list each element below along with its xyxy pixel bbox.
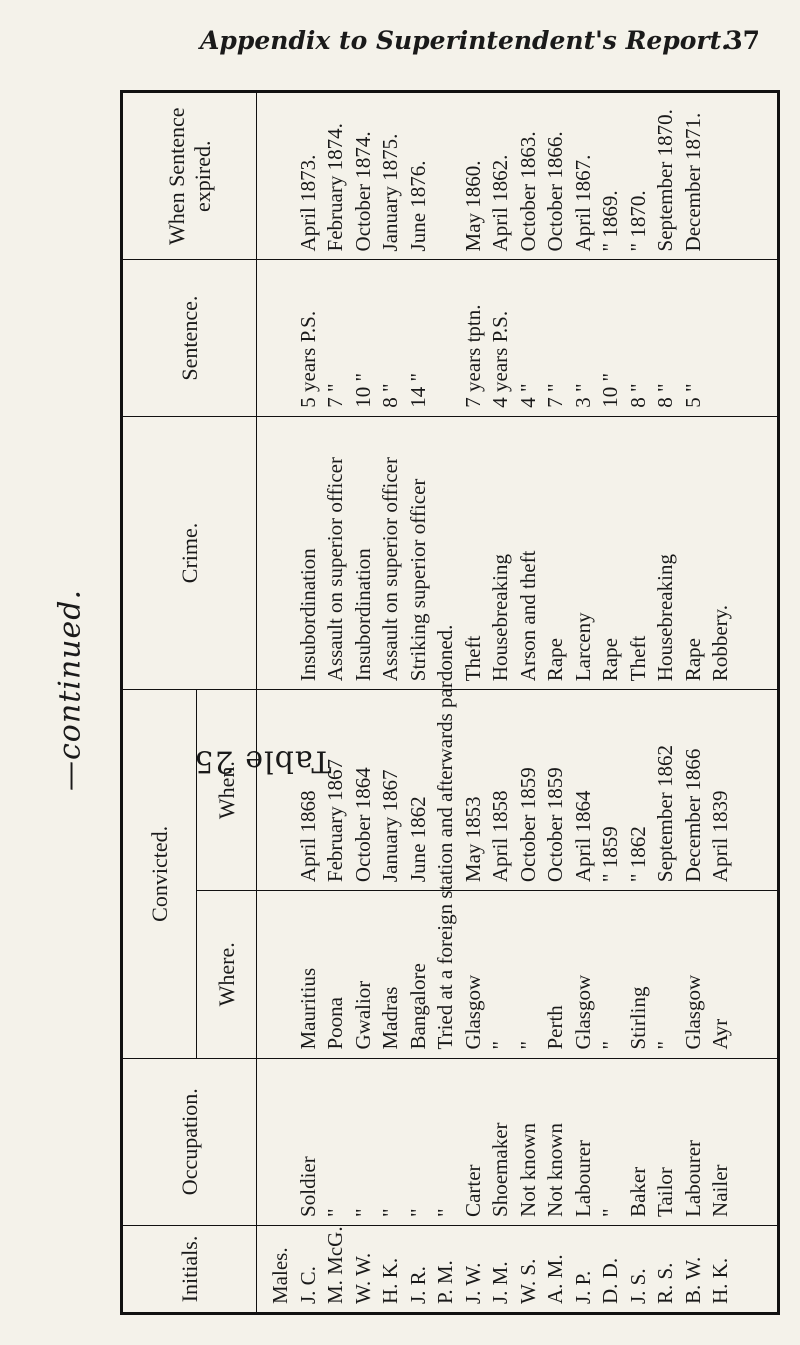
- when-cell: April 1868: [295, 790, 320, 883]
- where-cell: Mauritius: [295, 967, 320, 1050]
- occupation-cell: Carter: [460, 1164, 485, 1217]
- crime-cell: Assault on superior officer: [323, 457, 347, 682]
- occupation-cell: ": [598, 1208, 622, 1217]
- caption-main: Table 25: [193, 743, 332, 779]
- column-expired: [257, 93, 778, 260]
- expired-cell: May 1860.: [460, 160, 485, 252]
- crime-cell: Arson and theft: [515, 550, 540, 682]
- header-when: When.: [197, 690, 257, 891]
- initials-cell: B. W.: [680, 1256, 705, 1304]
- initials-cell: J. P.: [570, 1270, 595, 1304]
- initials-cell: J. W.: [460, 1262, 485, 1304]
- initials-cell: J. S.: [625, 1268, 650, 1304]
- when-cell: June 1862: [405, 796, 430, 883]
- initials-cell: R. S.: [653, 1262, 677, 1304]
- when-cell: [432, 698, 460, 882]
- sentence-cell: 7 ": [323, 383, 347, 408]
- crime-cell: Striking superior officer: [405, 478, 430, 682]
- expired-cell: [432, 101, 460, 251]
- sentence-cell: 4 ": [515, 383, 540, 408]
- sentence-cell: [267, 268, 295, 407]
- occupation-cell: ": [433, 1208, 457, 1217]
- expired-cell: April 1862.: [488, 154, 512, 252]
- column-sentence: [257, 260, 778, 416]
- initials-cell: D. D.: [598, 1257, 622, 1304]
- initials-cell: P. M.: [433, 1260, 457, 1304]
- expired-cell: April 1873.: [295, 154, 320, 252]
- expired-cell: " 1869.: [598, 190, 622, 252]
- sentence-cell: 5 ": [680, 383, 705, 408]
- crime-cell: Assault on superior officer: [378, 457, 402, 682]
- occupation-cell: Shoemaker: [488, 1122, 512, 1217]
- occupation-cell: ": [405, 1208, 430, 1217]
- crime-cell: Rape: [543, 638, 567, 682]
- sentence-cell: 10 ": [598, 372, 622, 408]
- caption-continued: —continued.: [52, 589, 88, 791]
- where-cell: Glasgow: [570, 974, 595, 1050]
- crime-cell: Insubordination: [295, 548, 320, 682]
- initials-cell: H. K.: [378, 1257, 402, 1304]
- sentence-cell: 7 ": [543, 383, 567, 408]
- initials-cell: H. K.: [708, 1257, 732, 1304]
- header-sentence: Sentence.: [123, 260, 257, 416]
- sentence-cell: 3 ": [570, 383, 595, 408]
- running-title: Appendix to Superintendent's Report.: [200, 26, 730, 55]
- crime-cell: Robbery.: [708, 604, 732, 682]
- occupation-cell: Soldier: [295, 1156, 320, 1217]
- when-cell: May 1853: [460, 796, 485, 883]
- initials-cell: A. M.: [543, 1254, 567, 1304]
- where-cell: Ayr: [708, 1018, 732, 1050]
- occupation-cell: Labourer: [680, 1139, 705, 1217]
- expired-cell: October 1863.: [515, 131, 540, 252]
- records-table: [120, 90, 780, 1315]
- occupation-cell: ": [323, 1208, 347, 1217]
- header-where: Where.: [197, 891, 257, 1058]
- when-cell: April 1864: [570, 790, 595, 883]
- initials-cell: J. R.: [405, 1266, 430, 1304]
- column-when: [257, 690, 778, 891]
- where-cell: ": [598, 1040, 622, 1050]
- sentence-cell: 14 ": [405, 372, 430, 408]
- crime-cell: Housebreaking: [488, 554, 512, 682]
- crime-cell: Theft: [625, 635, 650, 682]
- occupation-cell: Tailor: [653, 1167, 677, 1217]
- initials-cell: J. C.: [295, 1266, 320, 1304]
- where-cell: Stirling: [625, 986, 650, 1050]
- crime-cell: Theft: [460, 635, 485, 682]
- occupation-cell: Baker: [625, 1166, 650, 1217]
- expired-cell: October 1866.: [543, 131, 567, 252]
- expired-cell: December 1871.: [680, 112, 705, 252]
- page-number: 37: [725, 26, 760, 55]
- occupation-cell: Not known: [543, 1123, 567, 1217]
- occupation-cell: Nailer: [708, 1164, 732, 1217]
- crime-cell: Insubordination: [350, 548, 375, 682]
- when-cell: " 1862: [625, 826, 650, 883]
- where-cell: Poona: [323, 997, 347, 1050]
- expired-cell: January 1875.: [378, 133, 402, 252]
- header-initials: Initials.: [123, 1225, 257, 1312]
- header-expired: When Sentence expired.: [123, 93, 257, 260]
- expired-cell: September 1870.: [653, 109, 677, 252]
- when-cell: " 1859: [598, 826, 622, 883]
- expired-cell: October 1874.: [350, 131, 375, 252]
- when-cell: April 1839: [708, 790, 732, 883]
- occupation-cell: ": [350, 1208, 375, 1217]
- occupation-cell: ": [378, 1208, 402, 1217]
- where-cell: Bangalore: [405, 963, 430, 1050]
- initials-cell: J. M.: [488, 1261, 512, 1304]
- crime-cell: Housebreaking: [653, 554, 677, 682]
- when-cell: January 1867: [378, 769, 402, 883]
- when-cell: April 1858: [488, 790, 512, 883]
- initials-cell: Males.: [268, 1247, 292, 1304]
- initials-cell: W. S.: [515, 1258, 540, 1304]
- crime-cell: Larceny: [570, 612, 595, 682]
- expired-cell: February 1874.: [323, 123, 347, 252]
- when-cell: September 1862: [653, 745, 677, 883]
- where-cell: ": [488, 1040, 512, 1050]
- crime-cell: Rape: [598, 638, 622, 682]
- expired-cell: [267, 101, 295, 251]
- initials-cell: W. W.: [350, 1252, 375, 1304]
- column-initials: [257, 1225, 778, 1312]
- sentence-cell: 8 ": [653, 383, 677, 408]
- sentence-cell: 4 years P.S.: [488, 310, 512, 408]
- when-cell: February 1867: [323, 759, 347, 883]
- header-convicted: Convicted.: [123, 690, 197, 1058]
- occupation-cell: Not known: [515, 1123, 540, 1217]
- where-cell: Perth: [543, 1005, 567, 1050]
- page-header: [0, 18, 800, 62]
- where-cell: Madras: [378, 986, 402, 1050]
- where-cell: ": [515, 1040, 540, 1050]
- when-cell: October 1859: [515, 767, 540, 883]
- initials-cell: M. McG.: [323, 1226, 347, 1304]
- sentence-cell: 5 years P.S.: [295, 310, 320, 408]
- header-crime: Crime.: [123, 416, 257, 689]
- expired-cell: June 1876.: [405, 160, 430, 252]
- occupation-cell: Labourer: [570, 1139, 595, 1217]
- expired-cell: " 1870.: [625, 190, 650, 252]
- expired-cell: April 1867.: [570, 154, 595, 252]
- where-cell: Tried at a foreign station and afterwards pardoned.: [433, 624, 457, 1050]
- sentence-cell: 8 ": [378, 383, 402, 408]
- sentence-cell: 10 ": [350, 372, 375, 408]
- crime-cell: Rape: [680, 638, 705, 682]
- when-cell: [267, 698, 295, 882]
- occupation-cell: [267, 1067, 295, 1217]
- where-cell: [267, 899, 295, 1049]
- header-occupation: Occupation.: [123, 1058, 257, 1225]
- column-crime: [257, 416, 778, 689]
- when-cell: December 1866: [680, 748, 705, 883]
- when-cell: October 1864: [350, 767, 375, 883]
- sentence-cell: [432, 268, 460, 407]
- crime-cell: [432, 425, 460, 681]
- sentence-cell: 8 ": [625, 383, 650, 408]
- where-cell: Glasgow: [680, 974, 705, 1050]
- crime-cell: [267, 425, 295, 681]
- where-cell: Gwalior: [350, 980, 375, 1050]
- column-occupation: [257, 1058, 778, 1225]
- when-cell: October 1859: [543, 767, 567, 883]
- where-cell: Glasgow: [460, 974, 485, 1050]
- where-cell: ": [653, 1040, 677, 1050]
- sentence-cell: 7 years tptn.: [460, 304, 485, 408]
